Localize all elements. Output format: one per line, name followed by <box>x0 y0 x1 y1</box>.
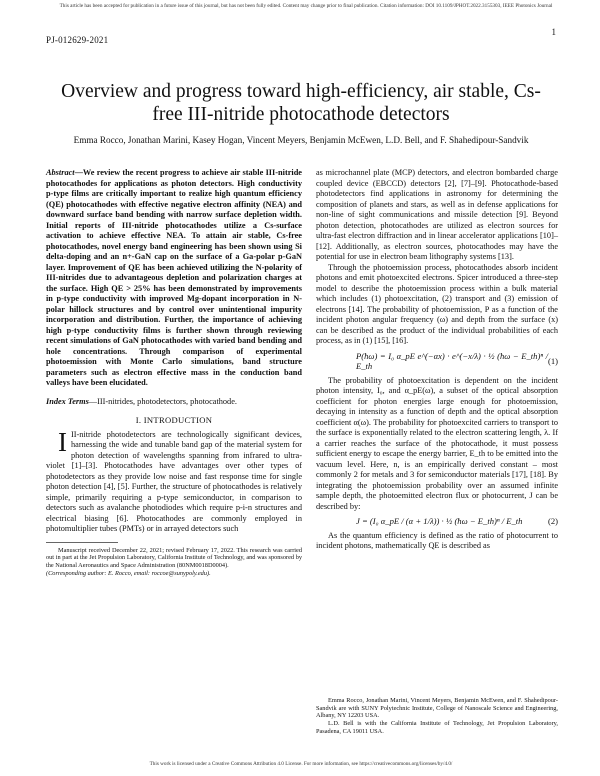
intro-paragraph-text: II-nitride photodetectors are technologically significant devices, harnessing the wide and tunable band gap of the material system for photon detection of wavelengths spanning from infrared to ultra-violet [1]–[3]. Photocathodes have advantages over other types of photodetectors as they provide low noise and fast response time for single photon detection [4], [5]. Further, the structure of photocathodes is relatively simple, primarily requiring a p-type semiconductor, in comparison to detectors such as avalanche photodiodes which require p-i-n structures and electrical biasing [6]. Photocathodes are commonly employed in photomultiplier tubes (PMTs) or in arrayed detectors such <box>46 429 302 533</box>
footnote-corresponding: (Corresponding author: E. Rocco, email: roccoe@sunypoly.edu). <box>46 569 211 577</box>
license-footer: This work is licensed under a Creative Commons Attribution 4.0 License. For more information, see https://creativecommons.org/licenses/by/4.0/ <box>149 761 453 767</box>
drop-cap: I <box>58 426 67 457</box>
manuscript-id: PJ-012629-2021 <box>46 35 109 45</box>
equation-1 <box>316 347 558 376</box>
intro-paragraph <box>46 426 302 535</box>
abstract-text: —We review the recent progress to achieve air stable III-nitride photocathodes for applications as photon detectors. High conductivity p-type films are critically important to realize high quantum efficiency (QE) photocathodes with effective negative electron affinity (NEA) and downward surface band bending with narrow surface depletion width. Initial reports of III-nitride photocathodes utilize a Cs-surface activation to achieve effective NEA. To attain air stable, Cs-free photocathodes, novel energy band engineering has been shown using Si delta-doping and an n+-GaN cap on the surface of a Ga-polar p-GaN layer. Improvement of QE has been achieved utilizing the N-polarity of III-nitrides due to advantageous depletion and polarization charges at the surface. High QE > 25% has been demonstrated by improvements in p-type conductivity with improved Mg-dopant incorporation in N-polar hillock structures and by control over unintentional impurity incorporation and distribution. Further, the importance of achieving high p-type conductivity films is further shown through reviewing recent simulations of GaN photocathodes with varied band bending and hole concentrations. Through comparison of experimental photoemission with Monte Carlo simulations, band structure parameters such as electron effective mass in the conduction band valleys have been elucidated. <box>46 168 302 387</box>
index-terms-text: —III-nitrides, photodetectors, photocathode. <box>88 396 237 406</box>
index-terms-lead: Index Terms <box>46 396 89 406</box>
equation-2 <box>316 512 558 531</box>
paper-title: Overview and progress toward high-efficiency, air stable, Cs-free III-nitride photocathode detectors <box>61 81 541 125</box>
equation-2-number: (2) <box>547 516 558 526</box>
right-column <box>316 168 558 552</box>
footnote-right <box>316 697 558 736</box>
footnote-divider <box>46 542 118 543</box>
right-paragraph-2: Through the photoemission process, photocathodes absorb incident photons and emit photoexcited electrons. Spicer introduced a three-step model to describe the photoemission process within a bulk material which includes (1) photoexcitation, (2) transport and (3) emission of electrons [14]. The probability of photoemission, P as a function of the incident photon angular frequency (ω) and depth from the surface (x) can be described as the product of the individual probabilities of each process, as in (1) [15], [16]. <box>316 262 558 345</box>
right-paragraph-3: The probability of photoexcitation is dependent on the incident photon intensity, I₀, and α_pE(ω), a subset of the optical absorption coefficient for photon energies large enough for photoemission, decaying in intensity as a function of depth and the optical absorption coefficient α(ω). The probability for photoexcited carriers to transport to the surface is exponentially related to the electron scattering length, λ. If a carrier reaches the surface of the photocathode, it must possess sufficient energy to escape the energy barrier, E_th to be emitted into the vacuum level. Here, n, is an empirically derived constant – most commonly 2 for metals and 3 for semiconductor materials [17], [18]. By integrating the photoemission probability over an assumed infinite sample depth, the photoemitted electron flux or photocurrent, J can be described by: <box>316 375 558 511</box>
page-number: 1 <box>551 27 556 37</box>
equation-1-body: P(ħω) = I₀ α_pE e^(−αx) · e^(−x/λ) · ½ (ħω − E_th)ⁿ / E_th <box>356 350 548 371</box>
footnote-jpl: L.D. Bell is with the California Institute of Technology, Jet Propulsion Laboratory, Pasadena, CA 19011 USA. <box>316 720 558 735</box>
footnote-affiliation: Emma Rocco, Jonathan Marini, Vincent Meyers, Benjamin McEwen, and F. Shahedipour-Sandvik are with SUNY Polytechnic Institute, College of Nanoscale Science and Engineering, Albany, NY 12203 USA. <box>316 697 558 720</box>
index-terms <box>46 397 302 408</box>
abstract-lead: Abstract <box>46 168 75 177</box>
left-column <box>46 168 302 577</box>
journal-header-note: This article has been accepted for publication in a future issue of this journal, but has not been fully edited. Content may change prior to final publication. Citation information: DOI 10.1109/JPHOT.2022.3155303, IEEE Photonics Journal <box>59 3 553 9</box>
equation-1-number: (1) <box>547 355 558 366</box>
equation-2-body: J = (I₀ α_pE / (α + 1/λ)) · ½ (ħω − E_th)ⁿ / E_th <box>356 516 523 526</box>
right-paragraph-4: As the quantum efficiency is defined as the ratio of photocurrent to incident photons, mathematically QE is described as <box>316 530 558 550</box>
author-list: Emma Rocco, Jonathan Marini, Kasey Hogan, Vincent Meyers, Benjamin McEwen, L.D. Bell, and F. Shahedipour-Sandvik <box>73 135 529 145</box>
section-heading-introduction: I. INTRODUCTION <box>135 415 213 425</box>
right-paragraph-1: as microchannel plate (MCP) detectors, and electron bombarded charge coupled device (EBCCD) detectors [2], [7]–[9]. Photocathode-based photodetectors find applications in astronomy for determining the composition of planets and stars, as well as in defense applications for non-line of sight communications and missile detection [9]. Beyond photon detection, photocathodes are utilized as electron sources for ultra-fast electron diffraction and in linear accelerator applications [10]–[12]. Additionally, as electron sources, photocathodes may have the potential for use in electron beam lithography systems [13]. <box>316 168 558 261</box>
footnote-received: Manuscript received December 22, 2021; revised February 17, 2022. This research was carried out in part at the Jet Propulsion Laboratory, California Institute of Technology, and was sponsored by the National Aeronautics and Space Administration (80NM0018D0004). <box>46 546 302 569</box>
abstract <box>46 168 302 389</box>
